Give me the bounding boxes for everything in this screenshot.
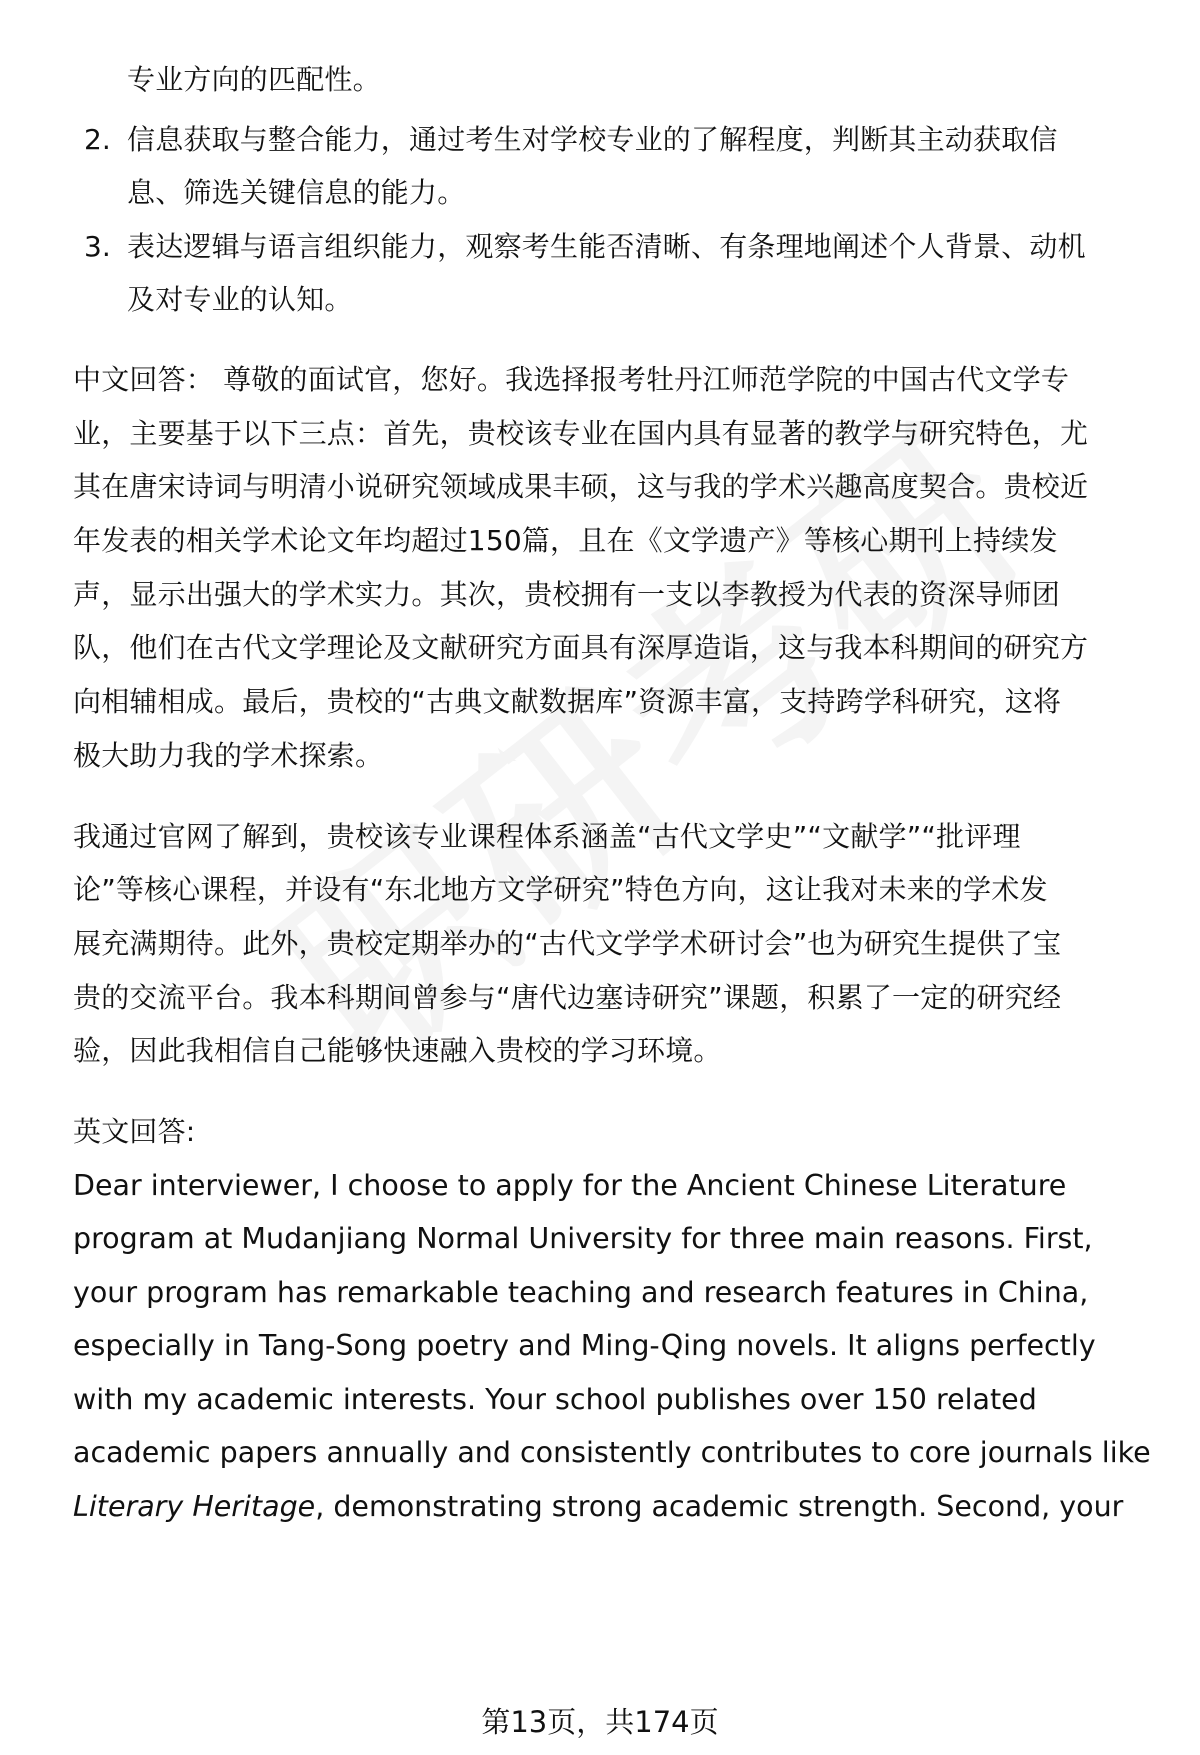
english-answer-line: your program has remarkable teaching and research features in China, — [73, 1276, 1089, 1309]
english-answer-line: especially in Tang-Song poetry and Ming-Qing novels. It aligns perfectly — [73, 1329, 1096, 1362]
english-answer-line-rest: , demonstrating strong academic strength. Second, your — [315, 1490, 1124, 1523]
list-item-number: 3. — [84, 230, 111, 263]
chinese-answer-line: 极大助力我的学术探索。 — [73, 739, 384, 772]
chinese-answer-line: 展充满期待。此外，贵校定期举办的“古代文学学术研讨会”也为研究生提供了宝 — [73, 927, 1062, 960]
list-item-number: 2. — [84, 123, 111, 156]
page-number: 第13页，共174页 — [481, 1705, 719, 1739]
chinese-answer-line: 中文回答： 尊敬的面试官，您好。我选择报考牡丹江师范学院的中国古代文学专 — [73, 363, 1070, 396]
english-answer-label: 英文回答: — [73, 1115, 196, 1148]
list-item-line: 表达逻辑与语言组织能力，观察考生能否清晰、有条理地阐述个人背景、动机 — [127, 230, 1086, 263]
list-item-line: 息、筛选关键信息的能力。 — [127, 176, 466, 209]
chinese-answer-line: 业，主要基于以下三点：首先，贵校该专业在国内具有显著的教学与研究特色，尤 — [73, 417, 1089, 450]
chinese-answer-line: 其在唐宋诗词与明清小说研究领域成果丰硕，这与我的学术兴趣高度契合。贵校近 — [73, 470, 1089, 503]
chinese-answer-line: 向相辅相成。最后，贵校的“古典文献数据库”资源丰富，支持跨学科研究，这将 — [73, 685, 1062, 718]
english-answer-line: with my academic interests. Your school publishes over 150 related — [73, 1383, 1037, 1416]
criteria-tail-line: 专业方向的匹配性。 — [127, 63, 381, 96]
list-item-line: 及对专业的认知。 — [127, 283, 353, 316]
chinese-answer-line: 我通过官网了解到，贵校该专业课程体系涵盖“古代文学史”“文献学”“批评理 — [73, 820, 1021, 853]
english-answer-line: Dear interviewer, I choose to apply for the Ancient Chinese Literature — [73, 1169, 1067, 1202]
chinese-answer-line: 年发表的相关学术论文年均超过150篇，且在《文学遗产》等核心期刊上持续发 — [73, 524, 1058, 557]
english-answer-line: program at Mudanjiang Normal University for three main reasons. First, — [73, 1222, 1093, 1255]
english-answer-line: academic papers annually and consistently contributes to core journals like — [73, 1436, 1151, 1469]
english-answer-line — [73, 1487, 1123, 1527]
chinese-answer-line: 贵的交流平台。我本科期间曾参与“唐代边塞诗研究”课题，积累了一定的研究经 — [73, 981, 1062, 1014]
chinese-answer-line: 论”等核心课程，并设有“东北地方文学研究”特色方向，这让我对未来的学术发 — [73, 873, 1048, 906]
chinese-answer-line: 队，他们在古代文学理论及文献研究方面具有深厚造诣，这与我本科期间的研究方 — [73, 631, 1089, 664]
chinese-answer-line: 验，因此我相信自己能够快速融入贵校的学习环境。 — [73, 1034, 722, 1067]
chinese-answer-line: 声，显示出强大的学术实力。其次，贵校拥有一支以李教授为代表的资深导师团 — [73, 578, 1061, 611]
journal-title: Literary Heritage — [73, 1490, 316, 1523]
list-item-line: 信息获取与整合能力，通过考生对学校专业的了解程度，判断其主动获取信 — [127, 123, 1058, 156]
